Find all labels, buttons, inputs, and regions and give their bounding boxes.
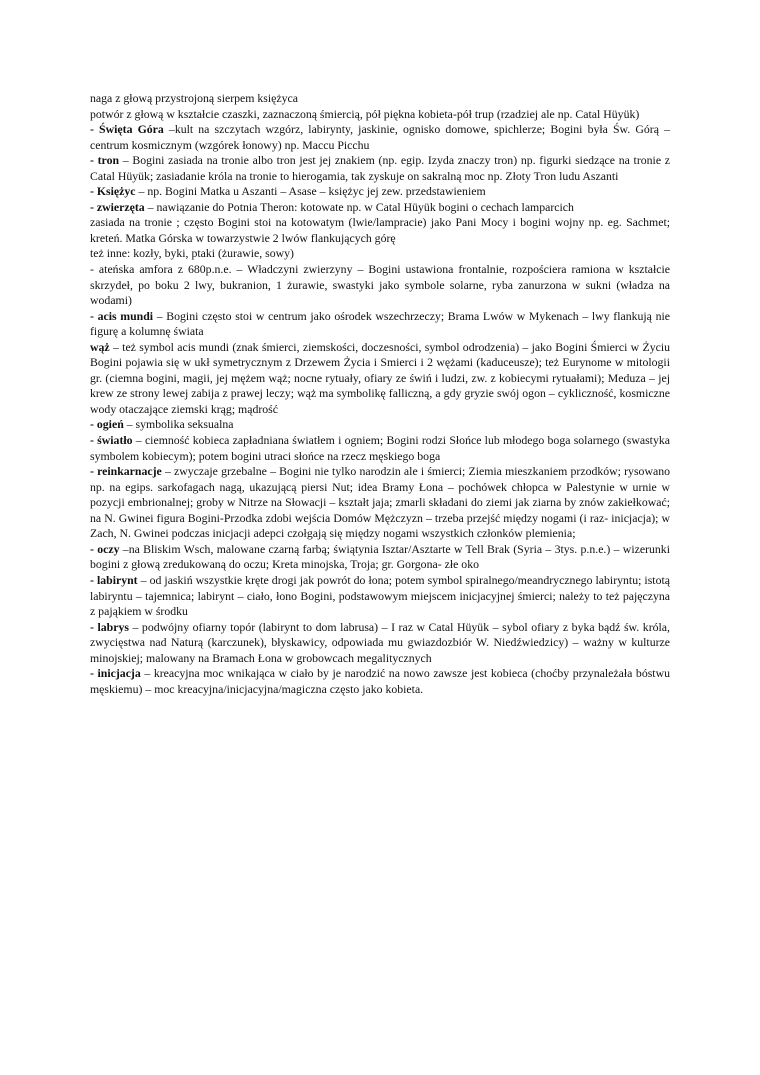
paragraph-text: – od jaskiń wszystkie kręte drogi jak powrót do łona; potem symbol spiralnego/meandrycznego labiryntu; istotą labiryntu – tajemnica; labirynt – ciało, łono Bogini, podstawowym miejscem inicjacyjnej śmierci; należy to też pajęczyna z pająkiem w środku <box>90 572 670 619</box>
paragraph-text: zasiada na tronie ; często Bogini stoi na kotowatym (lwie/lampracie) jako Pani Mocy i bogini wojny np. eg. Sachmet; kreteń. Matka Górska w towarzystwie 2 lwów flankujących górę <box>90 215 670 245</box>
paragraph <box>90 107 670 123</box>
paragraph-term: - reinkarnacje <box>90 464 162 479</box>
paragraph <box>90 542 670 573</box>
paragraph-text: – podwójny ofiarny topór (labirynt to dom labrusa) – I raz w Catal Hüyük – sybol ofiary z byka bądź św. króla, zwycięstwa nad Naturą (karczunek), błyskawicy, odpowiada mu gwiazdozbiór W. Niedźwiedzicy) – ważny w kulturze minojskiej; malowany na Bramach Łona w grobowcach megalitycznych <box>90 619 670 665</box>
paragraph <box>90 262 670 309</box>
paragraph-term: - labirynt <box>90 572 138 587</box>
paragraph-term: - ogień <box>90 417 124 432</box>
paragraph-text: – Bogini często stoi w centrum jako ośrodek wszechrzeczy; Brama Lwów w Mykenach – lwy flankują nie figurę a kolumnę świata <box>90 308 670 339</box>
paragraph <box>90 153 670 184</box>
paragraph <box>90 309 670 340</box>
paragraph-term: - tron <box>90 153 120 168</box>
paragraph-term: - acis mundi <box>90 308 154 323</box>
paragraph-term: - inicjacja <box>90 666 141 681</box>
paragraph-text: – ciemność kobieca zapładniana światłem i ogniem; Bogini rodzi Słońce lub młodego boga solarnego (swastyka symbolem kobiecym); potem bogini utraci słońce na rzecz męskiego boga <box>90 433 670 463</box>
paragraph <box>90 215 670 246</box>
paragraph-text: – kreacyjna moc wnikająca w ciało by je narodzić na nowo zawsze jest kobieca (choćby przynależała bóstwu męskiemu) – moc kreacyjna/inicjacyjna/magiczna często jako kobieta. <box>90 666 671 696</box>
paragraph <box>90 184 670 200</box>
paragraph <box>90 666 670 697</box>
paragraph-term: wąż <box>90 339 110 354</box>
document-body <box>90 91 670 697</box>
paragraph-text: –na Bliskim Wsch, malowane czarną farbą; świątynia Isztar/Asztarte w Tell Brak (Syria – 3tys. p.n.e.) – wizerunki bogini z głową zredukowaną do oczu; Kreta minojska, Troja; gr. Gorgona- złe oko <box>90 541 670 572</box>
paragraph <box>90 91 670 107</box>
paragraph-text: – symbolika seksualna <box>123 417 234 432</box>
paragraph-term: - Święta Góra <box>90 122 164 137</box>
paragraph <box>90 464 670 542</box>
paragraph-term: - światło <box>90 433 133 448</box>
paragraph-term: - Księżyc <box>90 184 136 199</box>
paragraph-text: – nawiązanie do Potnia Theron: kotowate np. w Catal Hüyük bogini o cechach lamparcich <box>144 199 574 214</box>
paragraph <box>90 433 670 464</box>
paragraph <box>90 246 670 262</box>
paragraph <box>90 340 670 418</box>
paragraph-text: –kult na szczytach wzgórz, labirynty, jaskinie, ognisko domowe, spichlerze; Bogini była Św. Górą – centrum kosmicznym (wzgórek łonowy) np. Maccu Picchu <box>90 122 670 152</box>
paragraph-text: – też symbol acis mundi (znak śmierci, ziemskości, doczesności, symbol odrodzenia) – jako Bogini Śmierci w Życiu Bogini pojawia się w ukł symetrycznym z Drzewem Życia i Smierci i 2 wężami (kaduceusze); też Eurynome w mitologii gr. (ciemna bogini, magii, jej mężem wąż; nocne rytuały, ofiary ze świń i ludzi, zw. z kobiecymi rytuałami); Meduza – jej krew ze strony lewej zabija z prawej leczy; wąż ma symbolikę falliczną, a gdy gryzie swój ogon – cykliczność, kosmiczne wody otaczające ziemski krąg; mądrość <box>90 339 670 416</box>
paragraph-term: - zwierzęta <box>90 199 145 214</box>
paragraph-text: naga z głową przystrojoną sierpem księżyca <box>90 91 299 105</box>
paragraph <box>90 417 670 433</box>
paragraph-text: – Bogini zasiada na tronie albo tron jest jej znakiem (np. egip. Izyda znaczy tron) np. figurki siedzące na tronie z Catal Hüyük; zasiadanie króla na tronie to hierogamia, tak zyskuje on sakralną moc np. Złoty Tron ludu Aszanti <box>90 153 671 183</box>
paragraph-text: też inne: kozły, byki, ptaki (żurawie, sowy) <box>90 246 294 261</box>
paragraph-text: – zwyczaje grzebalne – Bogini nie tylko narodzin ale i śmierci; Ziemia mieszkaniem przodków; rysowano np. na egips. sarkofagach nagą, ukazującą piersi Nut; idea Bramy Łona – pochówek chłopca w Palestynie w urnie w pozycji embrionalnej; groby w Nitrze na Słowacji – kształt jaja; zmarli składani do ziemi jak ziarna by znów zakiełkować; na N. Gwinei figura Bogini-Przodka zdobi wejścia Domów Mężczyzn – trzeba przejść między nogami (i raz- inicjacja); w Zach, N. Gwinei podczas inicjacji adepci czołgają się między nogami wszystkich członków plemienia; <box>90 464 670 541</box>
paragraph-text: – np. Bogini Matka u Aszanti – Asase – księżyc jej zew. przedstawieniem <box>135 184 486 199</box>
paragraph <box>90 620 670 667</box>
paragraph-term: - oczy <box>90 541 120 556</box>
paragraph-term: - labrys <box>90 619 129 634</box>
paragraph <box>90 200 670 216</box>
paragraph-text: - ateńska amfora z 680p.n.e. – Władczyni zwierzyny – Bogini ustawiona frontalnie, rozpościera ramiona w kształcie skrzydeł, po boku 2 lwy, bukranion, 1 żurawie, swastyki jako symbole solarne, ryba zanurzona w sukni (władza na wodami) <box>90 262 670 308</box>
paragraph <box>90 573 670 620</box>
paragraph-text: potwór z głową w kształcie czaszki, zaznaczoną śmiercią, pół piękna kobieta-pół trup (rzadziej ale np. Catal Hüyük) <box>90 106 640 121</box>
paragraph <box>90 122 670 153</box>
